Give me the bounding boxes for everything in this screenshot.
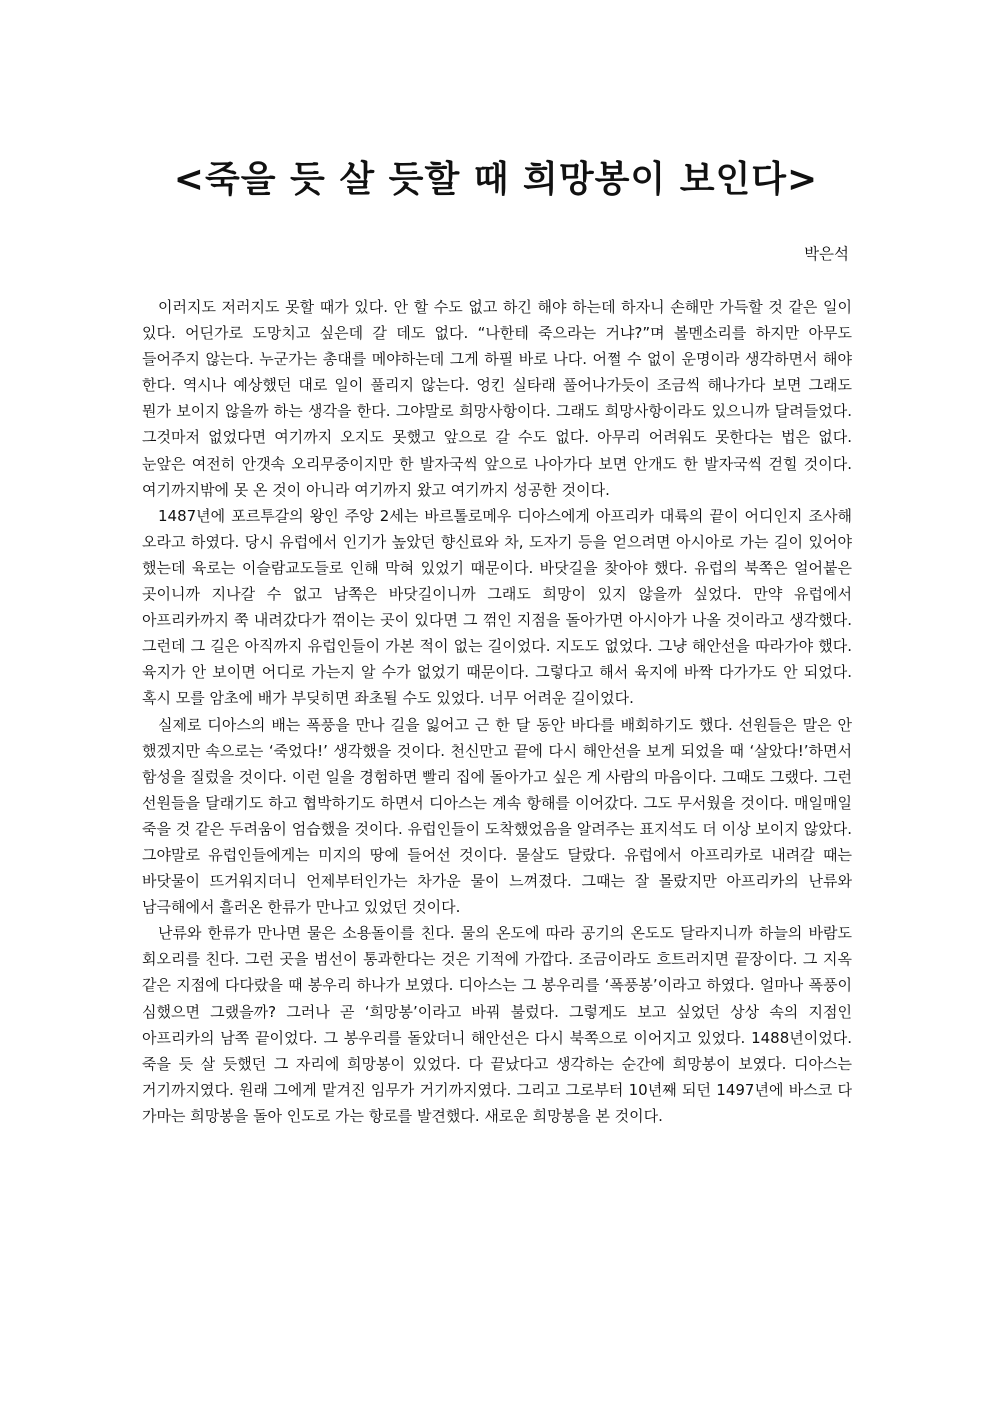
paragraph-1: 이러지도 저러지도 못할 때가 있다. 안 할 수도 없고 하긴 해야 하는데 하자니 손해만 가득할 것 같은 일이 있다. 어딘가로 도망치고 싶은데 갈 데도 없다. “나한테 죽으라는 거냐?”며 볼멘소리를 하지만 아무도 들어주지 않는다. 누군가는 총대를 메야하는데 그게 하필 바로 나다. 어쩔 수 없이 운명이라 생각하면서 해야 한다. 역시나 예상했던 대로 일이 풀리지 않는다. 엉킨 실타래 풀어나가듯이 조금씩 해나가다 보면 그래도 뭔가 보이지 않을까 하는 생각을 한다. 그야말로 희망사항이다. 그래도 희망사항이라도 있으니까 달려들었다. 그것마저 없었다면 여기까지 오지도 못했고 앞으로 갈 수도 없다. 아무리 어려워도 못한다는 법은 없다. 눈앞은 여전히 안갯속 오리무중이지만 한 발자국씩 앞으로 나아가다 보면 안개도 한 발자국씩 걷힐 것이다. 여기까지밖에 못 온 것이 아니라 여기까지 왔고 여기까지 성공한 것이다.: [142, 298, 852, 499]
paragraph-2: 1487년에 포르투갈의 왕인 주앙 2세는 바르톨로메우 디아스에게 아프리카 대륙의 끝이 어디인지 조사해 오라고 하였다. 당시 유럽에서 인기가 높았던 향신료와 차, 도자기 등을 얻으려면 아시아로 가는 길이 있어야 했는데 육로는 이슬람교도들로 인해 막혀 있었기 때문이다. 바닷길을 찾아야 했다. 유럽의 북쪽은 얼어붙은 곳이니까 지나갈 수 없고 남쪽은 바닷길이니까 그래도 희망이 있지 않을까 싶었다. 만약 유럽에서 아프리카까지 쭉 내려갔다가 꺾이는 곳이 있다면 그 꺾인 지점을 돌아가면 아시아가 나올 것이라고 생각했다. 그런데 그 길은 아직까지 유럽인들이 가본 적이 없는 길이었다. 지도도 없었다. 그냥 해안선을 따라가야 했다. 육지가 안 보이면 어디로 가는지 알 수가 없었기 때문이다. 그렇다고 해서 육지에 바짝 다가가도 안 되었다. 혹시 모를 암초에 배가 부딪히면 좌초될 수도 있었다. 너무 어려운 길이었다.: [142, 506, 852, 708]
paragraph-4: 난류와 한류가 만나면 물은 소용돌이를 친다. 물의 온도에 따라 공기의 온도도 달라지니까 하늘의 바람도 회오리를 친다. 그런 곳을 범선이 통과한다는 것은 기적에 가깝다. 조금이라도 흐트러지면 끝장이다. 그 지옥 같은 지점에 다다랐을 때 봉우리 하나가 보였다. 디아스는 그 봉우리를 ‘폭풍봉’이라고 하였다. 얼마나 폭풍이 심했으면 그랬을까? 그러나 곧 ‘희망봉’이라고 바꿔 불렀다. 그렇게도 보고 싶었던 상상 속의 지점인 아프리카의 남쪽 끝이었다. 그 봉우리를 돌았더니 해안선은 다시 북쪽으로 이어지고 있었다. 1488년이었다. 죽을 듯 살 듯했던 그 자리에 희망봉이 있었다. 다 끝났다고 생각하는 순간에 희망봉이 보였다. 디아스는 거기까지였다. 원래 그에게 맡겨진 임무가 거기까지였다. 그리고 그로부터 10년째 되던 1497년에 바스코 다 가마는 희망봉을 돌아 인도로 가는 항로를 발견했다. 새로운 희망봉을 본 것이다.: [142, 924, 852, 1125]
paragraph-3: 실제로 디아스의 배는 폭풍을 만나 길을 잃어고 근 한 달 동안 바다를 배회하기도 했다. 선원들은 말은 안 했겠지만 속으로는 ‘죽었다!’ 생각했을 것이다. 천신만고 끝에 다시 해안선을 보게 되었을 때 ‘살았다!’하면서 함성을 질렀을 것이다. 이런 일을 경험하면 빨리 집에 돌아가고 싶은 게 사람의 마음이다. 그때도 그랬다. 그런 선원들을 달래기도 하고 협박하기도 하면서 디아스는 계속 항해를 이어갔다. 그도 무서웠을 것이다. 매일매일 죽을 것 같은 두려움이 엄습했을 것이다. 유럽인들이 도착했었음을 알려주는 표지석도 더 이상 보이지 않았다. 그야말로 유럽인들에게는 미지의 땅에 들어선 것이다. 물살도 달랐다. 유럽에서 아프리카로 내려갈 때는 바닷물이 뜨거워지더니 언제부터인가는 차가운 물이 느껴졌다. 그때는 잘 몰랐지만 아프리카의 난류와 남극해에서 흘러온 한류가 만나고 있었던 것이다.: [142, 715, 852, 917]
article-body: [142, 294, 852, 1129]
page-title: <죽을 듯 살 듯할 때 희망봉이 보인다>: [173, 159, 819, 200]
author-name: 박은석: [804, 245, 849, 263]
